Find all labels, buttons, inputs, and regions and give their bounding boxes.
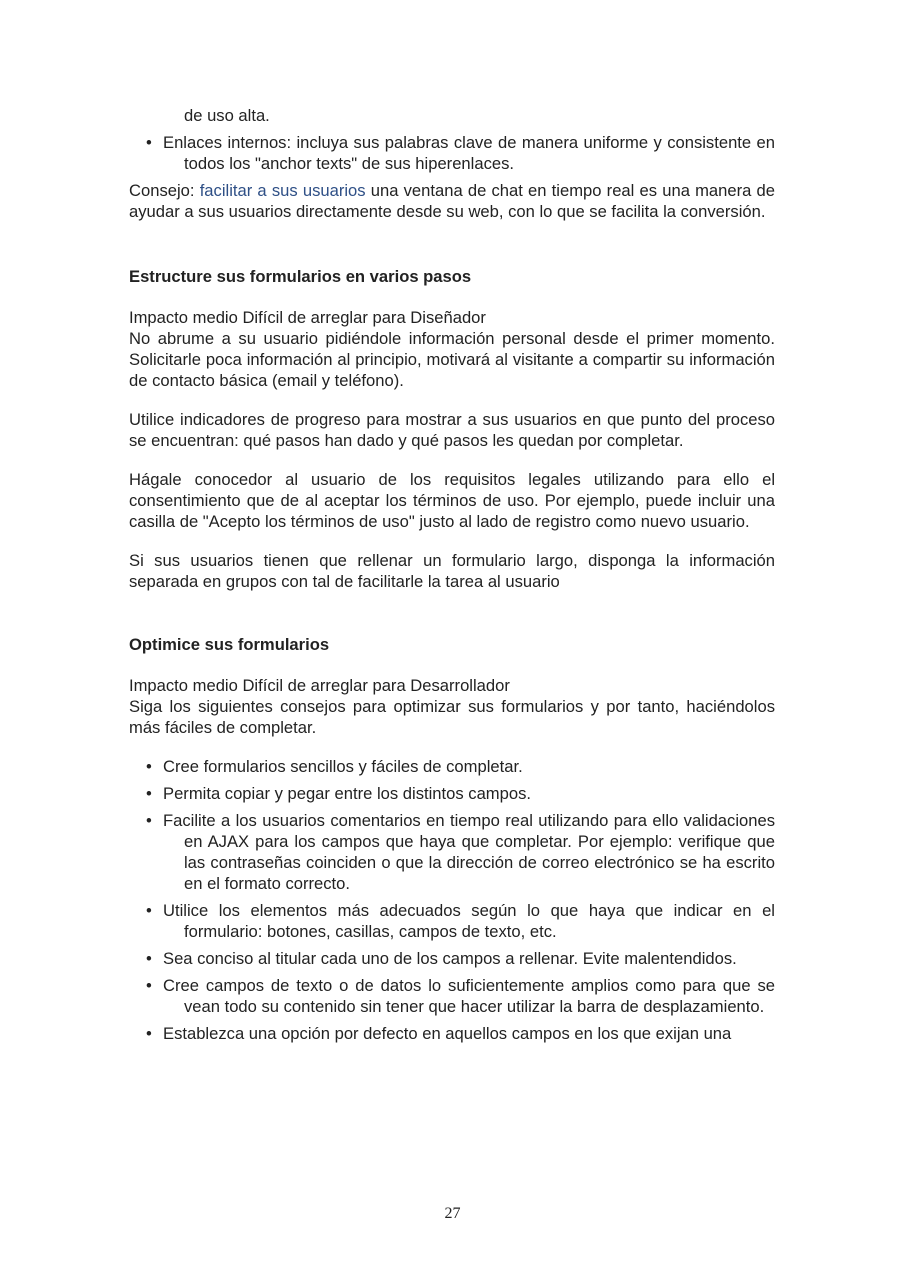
bullet-list-top (129, 132, 775, 174)
list-item: • Cree formularios sencillos y fáciles de completar. (146, 757, 523, 776)
list-item: • Sea conciso al titular cada uno de los campos a rellenar. Evite malentendidos. (146, 949, 737, 968)
bullet-marker: • (146, 901, 152, 920)
list-item: • Establezca una opción por defecto en aquellos campos en los que exijan una (146, 1024, 732, 1043)
section-heading: Optimice sus formularios (129, 635, 330, 654)
bullet-marker: • (146, 784, 152, 803)
paragraph: Siga los siguientes consejos para optimizar sus formularios y por tanto, haciéndolos más fáciles de completar. (129, 697, 775, 737)
tip-link[interactable]: facilitar a sus usuarios (199, 181, 366, 200)
impact-meta: Impacto medio Difícil de arreglar para Diseñador (129, 308, 486, 327)
tip-prefix: Consejo: (129, 181, 200, 200)
continued-text: de uso alta. (184, 106, 270, 125)
bullet-marker: • (146, 949, 152, 968)
bullet-marker: • (146, 757, 152, 776)
paragraph: Utilice indicadores de progreso para mostrar a sus usuarios en que punto del proceso se encuentran: qué pasos han dado y qué pasos les quedan por completar. (129, 410, 775, 450)
paragraph: Hágale conocedor al usuario de los requisitos legales utilizando para ello el consentimiento que de al aceptar los términos de uso. Por ejemplo, puede incluir una casilla de "Acepto los términos de uso" justo al lado de registro como nuevo usuario. (129, 470, 775, 531)
bullet-marker: • (146, 1024, 152, 1043)
bullet-marker: • (146, 133, 152, 152)
list-item: • Cree campos de texto o de datos lo suficientemente amplios como para que se vean todo su contenido sin tener que hacer utilizar la barra de desplazamiento. (146, 976, 775, 1016)
list-item: • Facilite a los usuarios comentarios en tiempo real utilizando para ello validaciones en AJAX para los campos que haya que completar. Por ejemplo: verifique que las contraseñas coinciden o que la dirección de correo electrónico se ha escrito en el formato correcto. (146, 811, 775, 893)
bullet-list (129, 756, 775, 1044)
paragraph: No abrume a su usuario pidiéndole información personal desde el primer momento. Solicitarle poca información al principio, motivará al visitante a compartir su información de contacto básica (email y teléfono). (129, 329, 775, 390)
page-number: 27 (444, 1205, 461, 1222)
tip-paragraph (129, 180, 775, 222)
section-heading: Estructure sus formularios en varios pasos (129, 267, 472, 286)
paragraph: Si sus usuarios tienen que rellenar un formulario largo, disponga la información separada en grupos con tal de facilitarle la tarea al usuario (129, 551, 775, 591)
tip-rest: una ventana de chat en tiempo real es una manera de ayudar a sus usuarios directamente desde su web, con lo que se facilita la conversión. (129, 181, 776, 221)
list-item: • Enlaces internos: incluya sus palabras clave de manera uniforme y consistente en todos los "anchor texts" de sus hiperenlaces. (146, 133, 775, 173)
bullet-marker: • (146, 811, 152, 830)
document-page (129, 105, 775, 1050)
impact-meta: Impacto medio Difícil de arreglar para Desarrollador (129, 676, 510, 695)
list-item: • Permita copiar y pegar entre los distintos campos. (146, 784, 531, 803)
list-item: • Utilice los elementos más adecuados según lo que haya que indicar en el formulario: botones, casillas, campos de texto, etc. (146, 901, 775, 941)
bullet-marker: • (146, 976, 152, 995)
